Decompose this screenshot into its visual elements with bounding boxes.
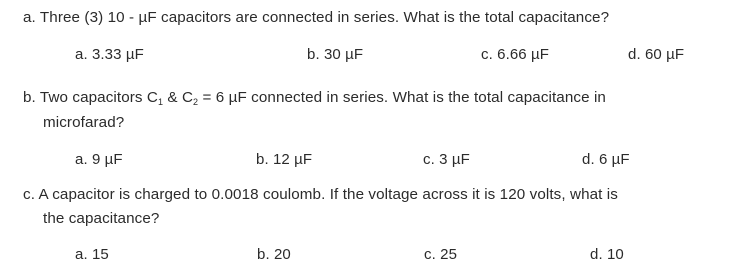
question-b-text-end: = 6 µF connected in series. What is the total capacitance in <box>198 89 606 106</box>
question-c-option-a: a. 15 <box>75 246 109 263</box>
subscript-1: 1 <box>158 97 164 107</box>
question-b-text-start: b. Two capacitors C <box>23 89 158 106</box>
question-b-line-2: microfarad? <box>43 114 125 131</box>
question-c-option-c: c. 25 <box>424 246 458 263</box>
question-b-option-d: d. 6 µF <box>582 151 630 168</box>
question-b-option-a: a. 9 µF <box>75 151 123 168</box>
question-a-option-a: a. 3.33 µF <box>75 46 144 63</box>
question-b-option-b: b. 12 µF <box>256 151 313 168</box>
question-a-option-c: c. 6.66 µF <box>481 46 550 63</box>
question-b-text-mid: & C <box>163 89 194 106</box>
subscript-2: 2 <box>193 97 199 107</box>
question-c-option-b: b. 20 <box>257 246 291 263</box>
question-b-line-1 <box>23 89 606 107</box>
question-c-line-2: the capacitance? <box>43 210 160 227</box>
question-a-text: a. Three (3) 10 - µF capacitors are connected in series. What is the total capacitance? <box>23 9 610 26</box>
question-a-option-b: b. 30 µF <box>307 46 364 63</box>
question-c-option-d: d. 10 <box>590 246 624 263</box>
question-c-line-1: c. A capacitor is charged to 0.0018 coulomb. If the voltage across it is 120 volts, what is <box>23 186 618 203</box>
question-a-option-d: d. 60 µF <box>628 46 685 63</box>
question-b-option-c: c. 3 µF <box>423 151 470 168</box>
